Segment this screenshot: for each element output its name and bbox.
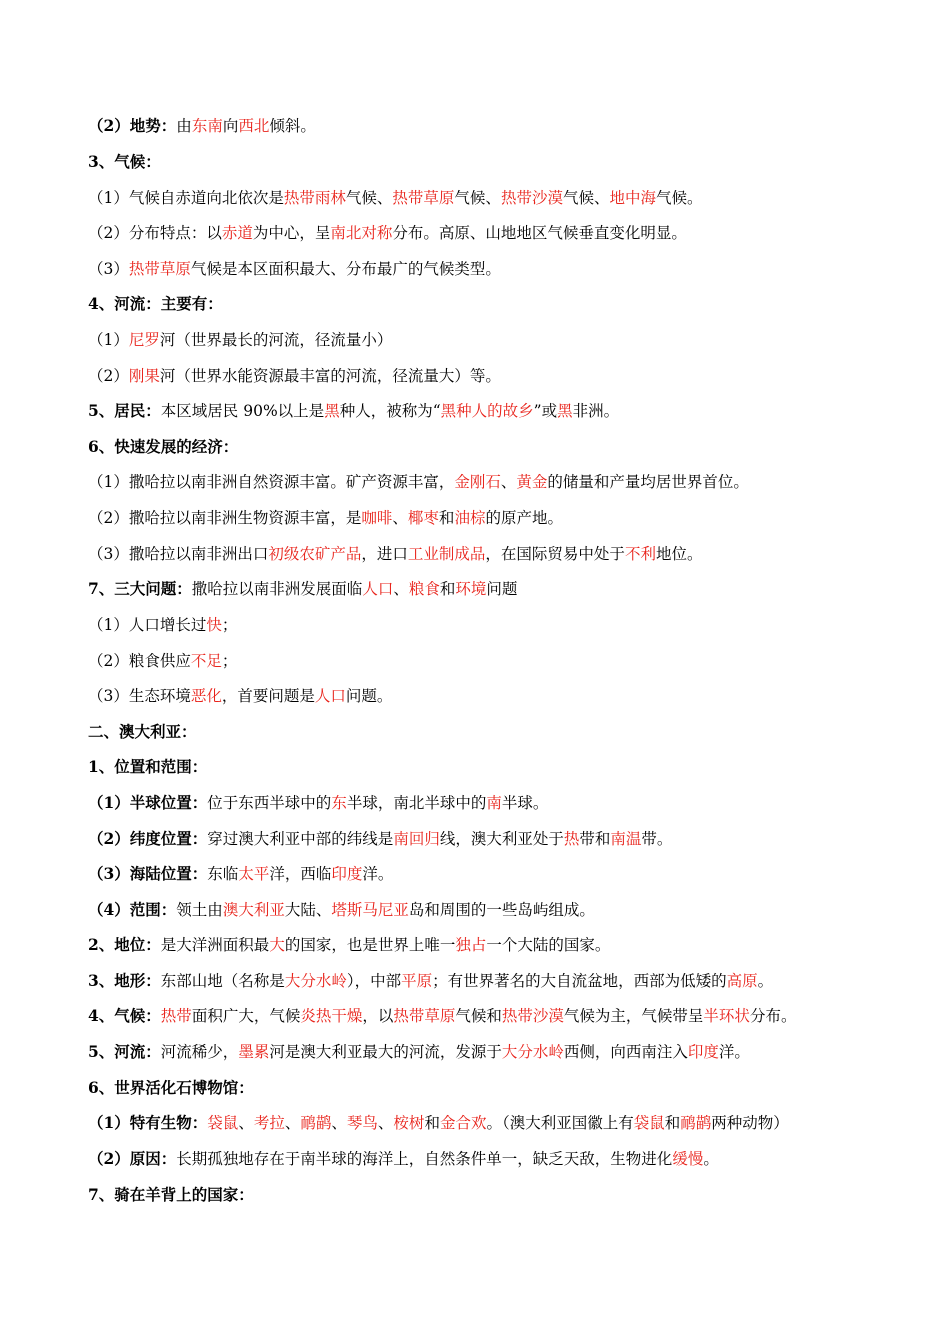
highlight-text: 热带 [160, 1007, 192, 1025]
text-line-climate-2 [88, 222, 687, 244]
text-line-fossil-1 [88, 1112, 789, 1134]
text-line-au-rivers [88, 1041, 750, 1063]
highlight-text: 大 [269, 936, 285, 954]
text-segment: 是大洋洲面积最 [160, 936, 270, 954]
text-segment: 、 [377, 1114, 394, 1132]
text-segment: （1）撒哈拉以南非洲自然资源丰富。矿产资源丰富， [88, 473, 455, 491]
text-segment: 本区域居民 90%以上是 [160, 402, 325, 420]
text-segment: 由 [176, 117, 192, 135]
text-segment: 7、三大问题： [88, 579, 192, 598]
text-line-climate-heading [88, 151, 161, 173]
text-segment: 东部山地（名称是 [160, 972, 285, 990]
text-line-economy-heading [88, 436, 238, 458]
text-segment: 和 [424, 1114, 440, 1132]
highlight-text: 赤道 [221, 224, 253, 242]
text-line-location-1 [88, 792, 548, 814]
text-line-landform [88, 970, 773, 992]
highlight-text: 大分水岭 [501, 1043, 564, 1061]
text-segment: （1）人口增长过 [88, 616, 207, 634]
text-segment: 洋。 [362, 865, 394, 883]
text-segment: （3）撒哈拉以南非洲出口 [88, 545, 269, 563]
highlight-text: 不利 [624, 545, 656, 563]
text-segment: （3） [88, 260, 129, 278]
text-segment: 、 [238, 1114, 254, 1132]
highlight-text: 炎热干燥 [300, 1007, 363, 1025]
highlight-text: 琴鸟 [346, 1114, 378, 1132]
text-segment: 带和 [579, 830, 611, 848]
text-segment: 7、骑在羊背上的国家： [88, 1185, 254, 1204]
highlight-text: 黑 [557, 402, 573, 420]
text-segment: 和 [664, 1114, 681, 1132]
text-segment: 非洲。 [572, 402, 620, 420]
highlight-text: 塔斯马尼亚 [331, 901, 409, 919]
highlight-text: 不足 [190, 652, 222, 670]
text-line-problems-1 [88, 614, 237, 636]
text-segment: ，以 [362, 1007, 394, 1025]
highlight-text: 印度 [687, 1043, 719, 1061]
highlight-text: 油棕 [454, 509, 486, 527]
highlight-text: 金合欢 [439, 1114, 487, 1132]
text-segment: （2） [88, 367, 129, 385]
highlight-text: 半环状 [703, 1007, 750, 1025]
text-segment: （2）地势： [88, 116, 177, 135]
text-segment: 分布。高原、山地地区气候垂直变化明显。 [392, 224, 687, 242]
text-segment: 种人，被称为“ [339, 402, 441, 420]
highlight-text: 东 [331, 794, 347, 812]
text-segment: （1）特有生物： [88, 1113, 208, 1132]
highlight-text: 环境 [455, 580, 487, 598]
text-segment: 半球，南北半球中的 [346, 794, 487, 812]
text-segment: 和 [438, 509, 455, 527]
text-segment: （2）粮食供应 [88, 652, 191, 670]
text-line-location-3 [88, 863, 393, 885]
text-segment: （3）海陆位置： [88, 864, 208, 883]
highlight-text: 南北对称 [330, 224, 393, 242]
text-segment: 领土由 [176, 901, 223, 919]
text-segment: 。 [703, 1150, 719, 1168]
text-segment: 问题。 [345, 687, 393, 705]
text-segment: 气候、 [345, 189, 393, 207]
text-segment: （2）分布特点：以 [88, 224, 222, 242]
text-segment: 气候、 [454, 189, 501, 207]
text-segment: ； [221, 652, 238, 670]
highlight-text: 金刚石 [454, 473, 501, 491]
highlight-text: 鸸鹋 [680, 1114, 712, 1132]
highlight-text: 初级农矿产品 [268, 545, 362, 563]
text-line-terrain [88, 115, 316, 137]
highlight-text: 咖啡 [361, 509, 393, 527]
text-segment: 洋。 [718, 1043, 750, 1061]
text-segment: 6、快速发展的经济： [88, 437, 239, 456]
text-segment: 一个大陆的国家。 [486, 936, 611, 954]
highlight-text: 地中海 [609, 189, 656, 207]
highlight-text: 南回归 [393, 830, 440, 848]
highlight-text: 黑 [324, 402, 340, 420]
text-segment: ，在国际贸易中处于 [485, 545, 625, 563]
text-segment: 、 [500, 473, 517, 491]
text-segment: ”或 [533, 402, 558, 420]
text-segment: ，首要问题是 [221, 687, 315, 705]
text-line-residents [88, 400, 619, 422]
highlight-text: 独占 [455, 936, 487, 954]
text-line-climate-3 [88, 258, 501, 280]
text-segment: 5、河流： [88, 1042, 161, 1061]
text-line-climate-1 [88, 187, 703, 209]
text-segment: 。 [757, 972, 774, 990]
text-segment: ），中部 [346, 972, 402, 990]
highlight-text: 袋鼠 [207, 1114, 239, 1132]
text-segment: 位于东西半球中的 [207, 794, 332, 812]
highlight-text: 南 [486, 794, 502, 812]
text-segment: 的原产地。 [485, 509, 563, 527]
text-segment: ； [221, 616, 238, 634]
text-line-au-climate [88, 1005, 796, 1027]
text-segment: 半球。 [501, 794, 549, 812]
text-segment: 和 [439, 580, 456, 598]
text-segment: （3）生态环境 [88, 687, 191, 705]
text-segment: 、 [392, 509, 408, 527]
text-segment: 4、气候： [88, 1006, 161, 1025]
text-line-australia-heading [88, 721, 197, 743]
text-line-economy-2 [88, 507, 563, 529]
highlight-text: 热带沙漠 [500, 189, 563, 207]
highlight-text: 大分水岭 [284, 972, 347, 990]
text-line-fossil-2 [88, 1148, 719, 1170]
text-segment: 、 [331, 1114, 347, 1132]
text-segment: （2）原因： [88, 1149, 177, 1168]
text-line-location-2 [88, 828, 672, 850]
highlight-text: 南温 [610, 830, 642, 848]
text-segment: 的储量和产量均居世界首位。 [547, 473, 749, 491]
text-segment: 气候。 [655, 189, 703, 207]
text-segment: 岛和周围的一些岛屿组成。 [408, 901, 595, 919]
highlight-text: 印度 [331, 865, 363, 883]
highlight-text: 人口 [362, 580, 394, 598]
highlight-text: 东南 [191, 117, 223, 135]
highlight-text: 墨累 [238, 1043, 270, 1061]
text-line-fossil-heading [88, 1077, 254, 1099]
text-segment: 气候为主，气候带呈 [563, 1007, 704, 1025]
text-line-sheep-heading [88, 1184, 254, 1206]
text-segment: 3、气候： [88, 152, 161, 171]
text-segment: （4）范围： [88, 900, 177, 919]
text-segment: 两种动物） [711, 1114, 789, 1132]
highlight-text: 桉树 [393, 1114, 425, 1132]
highlight-text: 高原 [726, 972, 758, 990]
text-segment: 地位。 [655, 545, 703, 563]
text-segment: 向 [222, 117, 239, 135]
text-segment: 1、位置和范围： [88, 757, 208, 776]
highlight-text: 热带草原 [392, 189, 455, 207]
text-segment: （1）半球位置： [88, 793, 208, 812]
text-segment: 河流稀少， [160, 1043, 239, 1061]
highlight-text: 鸸鹋 [300, 1114, 332, 1132]
text-segment: 气候和 [455, 1007, 502, 1025]
text-segment: 西侧，向西南注入 [563, 1043, 688, 1061]
highlight-text: 考拉 [253, 1114, 285, 1132]
highlight-text: 黄金 [516, 473, 548, 491]
text-segment: 3、地形： [88, 971, 161, 990]
highlight-text: 人口 [314, 687, 346, 705]
highlight-text: 工业制成品 [407, 545, 486, 563]
text-segment: 面积广大，气候 [191, 1007, 301, 1025]
highlight-text: 热带雨林 [283, 189, 346, 207]
highlight-text: 热带沙漠 [501, 1007, 564, 1025]
text-segment: ，进口 [361, 545, 408, 563]
text-line-rivers-2 [88, 365, 501, 387]
text-segment: 大陆、 [284, 901, 332, 919]
highlight-text: 热带草原 [393, 1007, 456, 1025]
highlight-text: 澳大利亚 [222, 901, 285, 919]
text-segment: 的国家，也是世界上唯一 [284, 936, 456, 954]
highlight-text: 太平 [238, 865, 270, 883]
text-line-economy-3 [88, 543, 702, 565]
text-segment: 长期孤独地存在于南半球的海洋上，自然条件单一，缺乏天敌，生物进化 [176, 1150, 673, 1168]
highlight-text: 粮食 [408, 580, 440, 598]
text-segment: 撒哈拉以南非洲发展面临 [191, 580, 363, 598]
text-segment: 带。 [641, 830, 673, 848]
text-segment: 为中心，呈 [252, 224, 331, 242]
text-segment: （2）纬度位置： [88, 829, 208, 848]
text-segment: 东临 [207, 865, 239, 883]
text-line-location-4 [88, 899, 595, 921]
text-segment: 气候、 [562, 189, 610, 207]
highlight-text: 快 [206, 616, 222, 634]
text-segment: 5、居民： [88, 401, 161, 420]
highlight-text: 热带草原 [128, 260, 191, 278]
text-segment: 6、世界活化石博物馆： [88, 1078, 254, 1097]
text-segment: 倾斜。 [269, 117, 316, 135]
highlight-text: 热 [563, 830, 580, 848]
text-line-location-heading [88, 756, 207, 778]
text-segment: 洋，西临 [269, 865, 332, 883]
text-segment: 2、地位： [88, 935, 161, 954]
text-segment: 二、澳大利亚： [88, 722, 197, 741]
highlight-text: 西北 [238, 117, 270, 135]
highlight-text: 缓慢 [672, 1150, 704, 1168]
highlight-text: 平原 [401, 972, 433, 990]
text-segment: 。（澳大利亚国徽上有 [486, 1114, 634, 1132]
text-segment: ；有世界著名的大自流盆地，西部为低矮的 [432, 972, 727, 990]
highlight-text: 恶化 [190, 687, 222, 705]
text-line-status [88, 934, 610, 956]
highlight-text: 黑种人的故乡 [440, 402, 534, 420]
text-segment: 、 [393, 580, 409, 598]
text-segment: 穿过澳大利亚中部的纬线是 [207, 830, 394, 848]
highlight-text: 椰枣 [407, 509, 439, 527]
text-segment: 线，澳大利亚处于 [439, 830, 564, 848]
text-line-problems-2 [88, 650, 237, 672]
text-segment: 气候是本区面积最大、分布最广的气候类型。 [190, 260, 501, 278]
text-segment: 分布。 [749, 1007, 797, 1025]
text-segment: 问题 [486, 580, 518, 598]
text-segment: 河是澳大利亚最大的河流，发源于 [269, 1043, 502, 1061]
highlight-text: 刚果 [128, 367, 160, 385]
text-segment: 河（世界水能资源最丰富的河流，径流量大）等。 [159, 367, 501, 385]
text-line-rivers-1 [88, 329, 392, 351]
text-segment: 河（世界最长的河流，径流量小） [159, 331, 393, 349]
text-line-problems-3 [88, 685, 392, 707]
text-segment: 、 [284, 1114, 301, 1132]
highlight-text: 尼罗 [128, 331, 160, 349]
text-segment: 4、河流：主要有： [88, 294, 223, 313]
highlight-text: 袋鼠 [633, 1114, 665, 1132]
text-line-rivers-heading [88, 293, 223, 315]
text-line-economy-1 [88, 471, 749, 493]
text-line-problems [88, 578, 517, 600]
text-segment: （2）撒哈拉以南非洲生物资源丰富，是 [88, 509, 362, 527]
text-segment: （1）气候自赤道向北依次是 [88, 189, 284, 207]
text-segment: （1） [88, 331, 129, 349]
